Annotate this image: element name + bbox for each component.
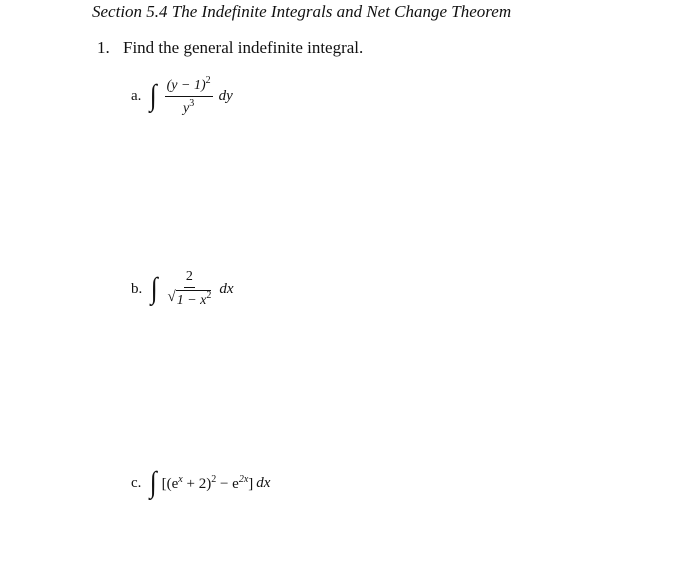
radicand-b xyxy=(176,290,212,309)
denominator-b xyxy=(165,288,213,309)
denominator-a-base: y xyxy=(183,100,190,116)
differential-b: dx xyxy=(219,280,234,297)
integrand-c-close: ] xyxy=(248,475,254,492)
sqrt-b xyxy=(167,290,211,309)
integrand-c-exp3: 2x xyxy=(238,473,249,485)
radicand-b-base: 1 − x xyxy=(176,292,207,308)
integral-sign-a: ∫ xyxy=(150,79,158,113)
integral-sign-c: ∫ xyxy=(150,466,158,499)
radicand-b-exp: 2 xyxy=(206,289,212,301)
problem-c xyxy=(131,468,270,498)
fraction-a xyxy=(165,76,213,116)
integrand-c-open: [(e xyxy=(161,475,179,492)
denominator-a-exp: 3 xyxy=(189,97,195,109)
numerator-a-exp: 2 xyxy=(205,75,211,86)
problem-b xyxy=(131,270,234,308)
differential-c: dx xyxy=(256,474,271,491)
section-title: Section 5.4 The Indefinite Integrals and Net Change Theorem xyxy=(92,2,512,21)
differential-a: dy xyxy=(218,87,233,104)
integrand-c-exp1: x xyxy=(178,473,183,485)
integrand-c-exp2: 2 xyxy=(211,473,217,485)
denominator-a xyxy=(181,97,196,117)
question-number: 1. xyxy=(97,38,110,57)
integrand-c-minus: − e xyxy=(216,475,239,492)
question-text: Find the general indefinite integral. xyxy=(123,38,364,57)
part-label-b: b. xyxy=(131,280,143,297)
integrand-c xyxy=(162,474,254,493)
numerator-b: 2 xyxy=(184,270,195,288)
question-prompt xyxy=(97,38,363,58)
fraction-b xyxy=(165,270,213,308)
integral-sign-b: ∫ xyxy=(150,272,158,306)
numerator-a-base: (y − 1) xyxy=(166,78,206,93)
problem-a xyxy=(131,76,233,116)
radical-sign-b: √ xyxy=(167,288,176,305)
part-label-c: c. xyxy=(131,474,142,491)
part-label-a: a. xyxy=(131,87,142,104)
integrand-c-mid: + 2) xyxy=(182,475,212,492)
numerator-a xyxy=(165,76,213,97)
